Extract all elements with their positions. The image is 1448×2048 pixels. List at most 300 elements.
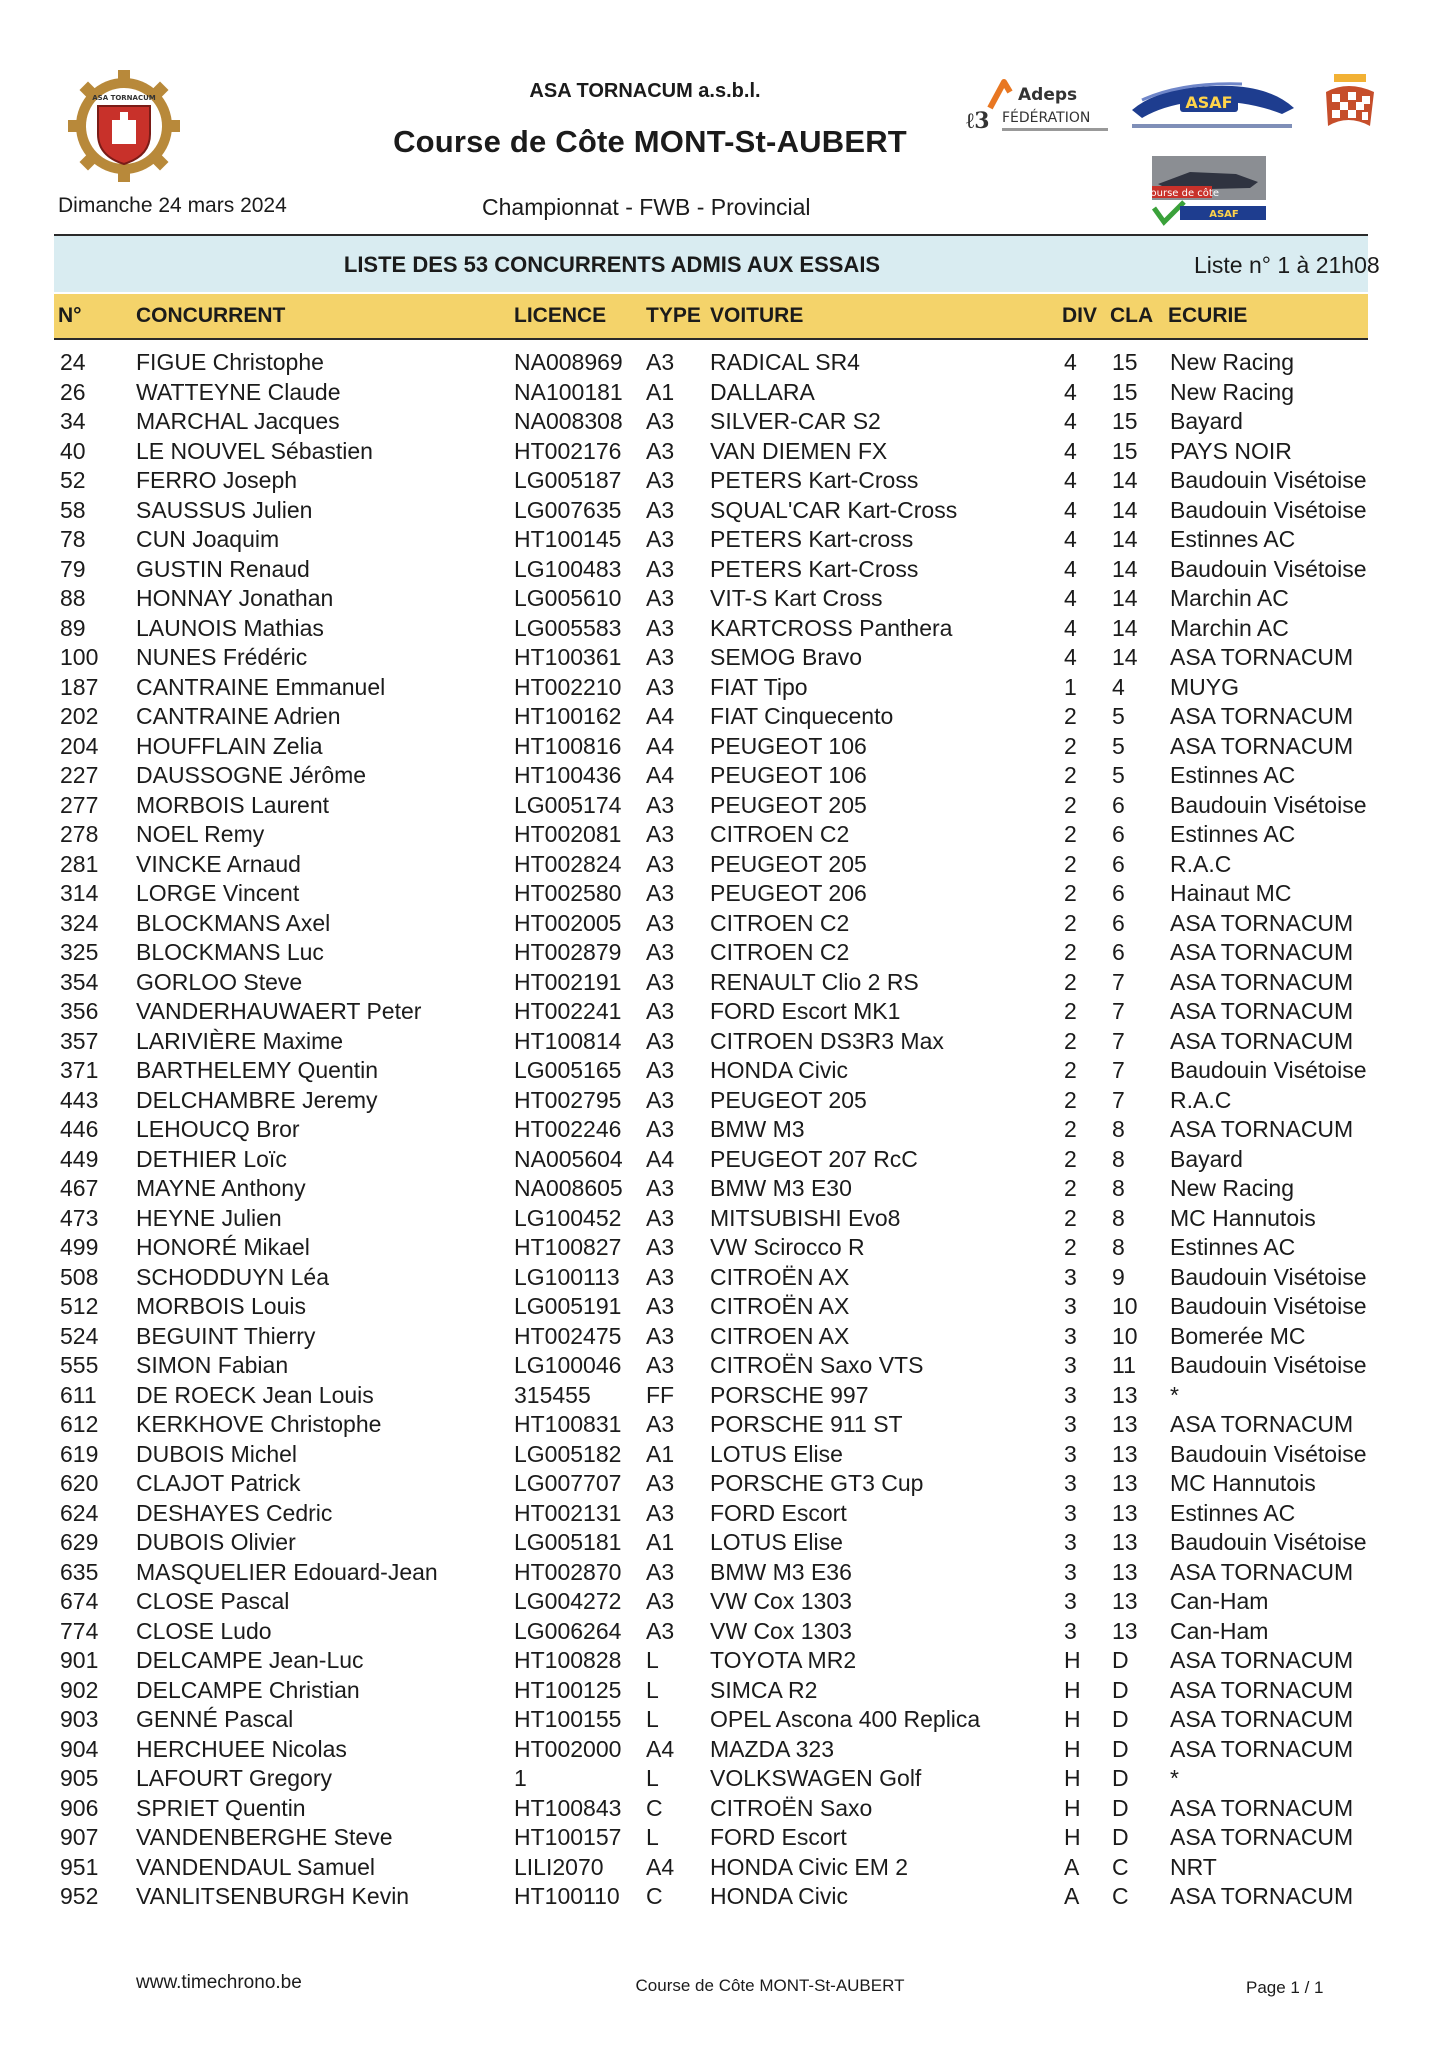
row-class: 14 <box>1112 555 1138 582</box>
row-licence: HT100361 <box>514 644 622 670</box>
table-row <box>0 968 1448 998</box>
row-class: D <box>1112 1676 1129 1703</box>
row-division: 4 <box>1064 408 1077 434</box>
row-competitor: BEGUINT Thierry <box>136 1322 316 1349</box>
row-number: 324 <box>60 909 99 936</box>
row-car: FORD Escort <box>710 1499 847 1526</box>
table-row <box>0 525 1448 555</box>
row-team: New Racing <box>1170 1175 1294 1201</box>
row-team: Hainaut MC <box>1170 880 1292 906</box>
row-licence: HT002000 <box>514 1735 622 1762</box>
row-licence: HT100828 <box>514 1647 622 1673</box>
row-team: Marchin AC <box>1170 614 1289 641</box>
row-division: 4 <box>1064 644 1077 670</box>
row-car: DALLARA <box>710 378 815 405</box>
table-row <box>0 1587 1448 1617</box>
row-division: A <box>1064 1853 1080 1880</box>
row-type: A3 <box>646 1322 675 1349</box>
row-team: Estinnes AC <box>1170 1499 1296 1526</box>
row-car: RENAULT Clio 2 RS <box>710 968 919 995</box>
row-number: 187 <box>60 673 99 700</box>
row-car: CITROEN C2 <box>710 909 850 936</box>
row-type: A1 <box>646 1440 675 1467</box>
row-class: 14 <box>1112 526 1138 552</box>
svg-text:ASA TORNACUM: ASA TORNACUM <box>92 94 156 102</box>
row-number: 40 <box>60 437 86 464</box>
row-number: 357 <box>60 1027 99 1054</box>
row-competitor: HERCHUEE Nicolas <box>136 1735 347 1762</box>
row-number: 88 <box>60 585 86 611</box>
row-type: A3 <box>646 880 675 906</box>
row-competitor: DE ROECK Jean Louis <box>136 1381 374 1408</box>
row-division: 2 <box>1064 939 1077 965</box>
row-number: 277 <box>60 791 99 818</box>
row-team: Estinnes AC <box>1170 1234 1296 1260</box>
svg-text:FÉDÉRATION: FÉDÉRATION <box>1002 110 1091 126</box>
row-division: 2 <box>1064 1175 1077 1201</box>
row-number: 629 <box>60 1529 99 1555</box>
row-team: ASA TORNACUM <box>1170 1027 1354 1054</box>
row-type: A1 <box>646 1529 675 1555</box>
row-division: 2 <box>1064 1086 1077 1113</box>
row-number: 903 <box>60 1706 99 1732</box>
row-class: 14 <box>1112 585 1138 611</box>
row-type: A3 <box>646 1057 675 1083</box>
table-row <box>0 1794 1448 1824</box>
row-number: 443 <box>60 1086 99 1113</box>
championship-label: Championnat - FWB - Provincial <box>482 194 811 220</box>
row-division: 2 <box>1064 998 1077 1024</box>
row-competitor: VANDENBERGHE Steve <box>136 1824 393 1850</box>
row-number: 26 <box>60 378 86 405</box>
table-row <box>0 1233 1448 1263</box>
table-row <box>0 1351 1448 1381</box>
row-car: RADICAL SR4 <box>710 349 860 375</box>
row-team: PAYS NOIR <box>1170 437 1292 464</box>
row-competitor: GENNÉ Pascal <box>136 1706 294 1732</box>
row-type: A3 <box>646 1352 675 1378</box>
row-team: Baudouin Visétoise <box>1170 1440 1367 1467</box>
row-class: 6 <box>1112 939 1125 965</box>
table-row <box>0 909 1448 939</box>
row-number: 620 <box>60 1470 99 1496</box>
row-team: ASA TORNACUM <box>1170 703 1354 729</box>
row-team: New Racing <box>1170 378 1294 405</box>
row-number: 100 <box>60 644 99 670</box>
footer-page: Page 1 / 1 <box>1246 1978 1324 1997</box>
row-class: 13 <box>1112 1617 1138 1644</box>
row-competitor: FIGUE Christophe <box>136 349 324 375</box>
row-car: FORD Escort <box>710 1824 847 1850</box>
row-car: FIAT Tipo <box>710 673 808 700</box>
row-type: A3 <box>646 1617 675 1644</box>
table-row <box>0 1322 1448 1352</box>
row-competitor: DESHAYES Cedric <box>136 1499 333 1526</box>
row-team: Estinnes AC <box>1170 526 1296 552</box>
row-licence: HT002795 <box>514 1086 622 1113</box>
course-de-cote-logo <box>1140 154 1278 228</box>
row-car: PEUGEOT 106 <box>710 732 867 759</box>
row-type: A3 <box>646 614 675 641</box>
table-row <box>0 584 1448 614</box>
row-team: Bayard <box>1170 1145 1243 1172</box>
svg-text:course de côte: course de côte <box>1145 188 1219 199</box>
row-type: A3 <box>646 1263 675 1290</box>
row-team: ASA TORNACUM <box>1170 1676 1354 1703</box>
row-number: 34 <box>60 408 86 434</box>
table-row <box>0 407 1448 437</box>
row-class: 6 <box>1112 850 1125 877</box>
competitor-table <box>0 348 1448 1912</box>
row-division: 2 <box>1064 1116 1077 1142</box>
row-class: 6 <box>1112 909 1125 936</box>
row-division: 2 <box>1064 968 1077 995</box>
table-row <box>0 1853 1448 1883</box>
row-competitor: DELCAMPE Christian <box>136 1676 360 1703</box>
row-class: D <box>1112 1735 1129 1762</box>
row-type: A3 <box>646 850 675 877</box>
list-title: LISTE DES 53 CONCURRENTS ADMIS AUX ESSAIS <box>343 252 881 277</box>
row-licence: LG007707 <box>514 1470 622 1496</box>
row-division: 3 <box>1064 1558 1077 1585</box>
row-licence: NA008308 <box>514 408 623 434</box>
table-row <box>0 614 1448 644</box>
checkered-flag-logo <box>1318 70 1382 142</box>
svg-text:ℓ3: ℓ3 <box>966 108 990 134</box>
row-licence: LG005174 <box>514 791 622 818</box>
table-row <box>0 1823 1448 1853</box>
row-competitor: CLOSE Pascal <box>136 1588 290 1614</box>
row-team: ASA TORNACUM <box>1170 1647 1354 1673</box>
row-car: PETERS Kart-Cross <box>710 555 919 582</box>
row-licence: HT002191 <box>514 968 622 995</box>
row-type: A3 <box>646 496 675 523</box>
row-car: MITSUBISHI Evo8 <box>710 1204 901 1231</box>
row-competitor: VINCKE Arnaud <box>136 850 301 877</box>
row-competitor: CANTRAINE Emmanuel <box>136 673 386 700</box>
table-row <box>0 997 1448 1027</box>
row-number: 227 <box>60 762 99 788</box>
row-car: TOYOTA MR2 <box>710 1647 857 1673</box>
row-competitor: BARTHELEMY Quentin <box>136 1057 379 1083</box>
row-car: PEUGEOT 205 <box>710 850 867 877</box>
row-type: L <box>646 1765 659 1791</box>
row-class: 7 <box>1112 1086 1125 1113</box>
table-row <box>0 820 1448 850</box>
table-row <box>0 1499 1448 1529</box>
row-licence: NA008969 <box>514 349 623 375</box>
row-class: 7 <box>1112 1057 1125 1083</box>
row-class: 13 <box>1112 1440 1138 1467</box>
row-car: VW Cox 1303 <box>710 1617 852 1644</box>
table-row <box>0 1617 1448 1647</box>
row-class: 6 <box>1112 791 1125 818</box>
row-number: 499 <box>60 1234 99 1260</box>
row-licence: NA005604 <box>514 1145 623 1172</box>
row-number: 905 <box>60 1765 99 1791</box>
row-team: MC Hannutois <box>1170 1204 1316 1231</box>
row-number: 951 <box>60 1853 99 1880</box>
row-division: 2 <box>1064 1145 1077 1172</box>
row-type: A3 <box>646 1499 675 1526</box>
row-type: A4 <box>646 762 675 788</box>
row-team: New Racing <box>1170 349 1294 375</box>
row-team: R.A.C <box>1170 1086 1232 1113</box>
row-type: C <box>646 1794 663 1821</box>
row-team: Baudouin Visétoise <box>1170 496 1367 523</box>
row-class: 14 <box>1112 467 1138 493</box>
row-division: 2 <box>1064 880 1077 906</box>
row-team: MUYG <box>1170 673 1239 700</box>
row-competitor: DELCAMPE Jean-Luc <box>136 1647 364 1673</box>
row-competitor: NOEL Remy <box>136 821 265 847</box>
row-number: 635 <box>60 1558 99 1585</box>
column-header-licence: LICENCE <box>514 304 607 327</box>
row-car: PEUGEOT 206 <box>710 880 867 906</box>
row-type: A3 <box>646 998 675 1024</box>
row-competitor: VANLITSENBURGH Kevin <box>136 1883 410 1909</box>
table-row <box>0 555 1448 585</box>
row-team: Can-Ham <box>1170 1588 1269 1614</box>
list-number: Liste n° 1 à 21h08 <box>1194 252 1380 278</box>
row-class: D <box>1112 1765 1129 1791</box>
row-competitor: KERKHOVE Christophe <box>136 1411 382 1437</box>
row-team: Baudouin Visétoise <box>1170 467 1367 493</box>
row-number: 449 <box>60 1145 99 1172</box>
row-licence: HT100162 <box>514 703 622 729</box>
row-number: 902 <box>60 1676 99 1703</box>
row-car: VW Cox 1303 <box>710 1588 852 1614</box>
row-division: 2 <box>1064 762 1077 788</box>
row-car: PEUGEOT 205 <box>710 1086 867 1113</box>
row-division: 3 <box>1064 1499 1077 1526</box>
row-division: 4 <box>1064 349 1077 375</box>
table-row <box>0 1056 1448 1086</box>
row-car: VAN DIEMEN FX <box>710 437 888 464</box>
table-row <box>0 437 1448 467</box>
row-team: * <box>1170 1381 1179 1408</box>
row-competitor: MARCHAL Jacques <box>136 408 340 434</box>
row-division: 4 <box>1064 614 1077 641</box>
row-licence: HT100814 <box>514 1027 622 1054</box>
row-number: 907 <box>60 1824 99 1850</box>
row-division: 4 <box>1064 467 1077 493</box>
row-car: PEUGEOT 106 <box>710 762 867 788</box>
row-class: 14 <box>1112 496 1138 523</box>
row-car: CITROEN DS3R3 Max <box>710 1027 944 1054</box>
table-row <box>0 1115 1448 1145</box>
row-division: H <box>1064 1824 1081 1850</box>
column-header-cla: CLA <box>1110 304 1154 327</box>
row-number: 446 <box>60 1116 99 1142</box>
row-number: 78 <box>60 526 86 552</box>
row-division: H <box>1064 1647 1081 1673</box>
row-division: 3 <box>1064 1440 1077 1467</box>
row-team: ASA TORNACUM <box>1170 644 1354 670</box>
row-competitor: HONNAY Jonathan <box>136 585 334 611</box>
row-licence: HT002241 <box>514 998 622 1024</box>
row-team: R.A.C <box>1170 850 1232 877</box>
table-row <box>0 1882 1448 1912</box>
row-licence: LG005182 <box>514 1440 622 1467</box>
svg-text:ASAF: ASAF <box>1185 93 1233 112</box>
table-row <box>0 1027 1448 1057</box>
row-class: 13 <box>1112 1381 1138 1408</box>
row-competitor: SIMON Fabian <box>136 1352 289 1378</box>
row-number: 611 <box>60 1381 97 1408</box>
row-licence: HT100827 <box>514 1234 622 1260</box>
row-class: 13 <box>1112 1529 1138 1555</box>
row-division: 2 <box>1064 850 1077 877</box>
row-car: CITROEN C2 <box>710 821 850 847</box>
row-division: 3 <box>1064 1617 1077 1644</box>
row-competitor: LEHOUCQ Bror <box>136 1116 300 1142</box>
row-class: 15 <box>1112 437 1138 464</box>
table-row <box>0 1292 1448 1322</box>
row-competitor: DAUSSOGNE Jérôme <box>136 762 367 788</box>
row-licence: HT002475 <box>514 1322 622 1349</box>
row-licence: 1 <box>514 1765 527 1791</box>
row-type: A3 <box>646 644 675 670</box>
row-number: 58 <box>60 496 86 523</box>
row-competitor: MORBOIS Laurent <box>136 791 330 818</box>
row-competitor: GORLOO Steve <box>136 968 303 995</box>
row-type: L <box>646 1706 659 1732</box>
row-licence: 315455 <box>514 1381 591 1408</box>
row-division: H <box>1064 1765 1081 1791</box>
row-competitor: DETHIER Loïc <box>136 1145 287 1172</box>
row-class: 15 <box>1112 378 1138 405</box>
row-licence: HT100816 <box>514 732 622 759</box>
table-row <box>0 1469 1448 1499</box>
row-number: 281 <box>60 850 99 877</box>
row-class: D <box>1112 1794 1129 1821</box>
table-row <box>0 879 1448 909</box>
row-competitor: CUN Joaquim <box>136 526 280 552</box>
row-team: Baudouin Visétoise <box>1170 1293 1367 1319</box>
row-competitor: LAFOURT Gregory <box>136 1765 332 1791</box>
row-division: 3 <box>1064 1470 1077 1496</box>
row-number: 774 <box>60 1617 99 1644</box>
event-title: Course de Côte MONT-St-AUBERT <box>393 124 907 159</box>
row-class: 5 <box>1112 703 1125 729</box>
row-licence: LG004272 <box>514 1588 622 1614</box>
table-row <box>0 1558 1448 1588</box>
row-licence: LG100113 <box>514 1263 620 1290</box>
row-division: 2 <box>1064 1234 1077 1260</box>
row-number: 508 <box>60 1263 99 1290</box>
row-type: A3 <box>646 1588 675 1614</box>
row-team: ASA TORNACUM <box>1170 1116 1354 1142</box>
row-licence: NA008605 <box>514 1175 623 1201</box>
row-car: SQUAL'CAR Kart-Cross <box>710 496 958 523</box>
row-competitor: VANDERHAUWAERT Peter <box>136 998 422 1024</box>
row-competitor: SCHODDUYN Léa <box>136 1263 329 1290</box>
row-division: 4 <box>1064 526 1077 552</box>
row-car: PETERS Kart-cross <box>710 526 914 552</box>
row-car: CITROEN AX <box>710 1322 850 1349</box>
row-team: Baudouin Visétoise <box>1170 555 1367 582</box>
row-competitor: HOUFFLAIN Zelia <box>136 732 323 759</box>
row-team: ASA TORNACUM <box>1170 909 1354 936</box>
row-competitor: DELCHAMBRE Jeremy <box>136 1086 378 1113</box>
row-type: A3 <box>646 555 675 582</box>
row-type: A4 <box>646 1145 675 1172</box>
row-competitor: VANDENDAUL Samuel <box>136 1853 376 1880</box>
table-row <box>0 1145 1448 1175</box>
row-licence: LG005191 <box>514 1293 622 1319</box>
row-team: ASA TORNACUM <box>1170 939 1354 965</box>
row-licence: HT002176 <box>514 437 622 464</box>
row-number: 901 <box>60 1647 99 1673</box>
row-division: 4 <box>1064 378 1077 405</box>
row-competitor: LE NOUVEL Sébastien <box>136 437 373 464</box>
row-division: 2 <box>1064 1204 1077 1231</box>
column-header-name: CONCURRENT <box>136 304 286 327</box>
row-class: 6 <box>1112 821 1125 847</box>
table-row <box>0 850 1448 880</box>
row-licence: HT002879 <box>514 939 622 965</box>
row-team: Estinnes AC <box>1170 762 1296 788</box>
table-row <box>0 378 1448 408</box>
row-type: A3 <box>646 1027 675 1054</box>
table-row <box>0 1735 1448 1765</box>
row-licence: LG005610 <box>514 585 622 611</box>
row-licence: HT002210 <box>514 673 622 700</box>
row-type: A3 <box>646 939 675 965</box>
table-row <box>0 1086 1448 1116</box>
row-type: L <box>646 1647 659 1673</box>
row-car: FIAT Cinquecento <box>710 703 894 729</box>
row-car: PORSCHE 997 <box>710 1381 869 1408</box>
row-team: ASA TORNACUM <box>1170 998 1354 1024</box>
row-division: 2 <box>1064 821 1077 847</box>
row-car: LOTUS Elise <box>710 1529 843 1555</box>
column-header-team: ECURIE <box>1168 304 1248 327</box>
row-competitor: BLOCKMANS Axel <box>136 909 331 936</box>
table-row <box>0 348 1448 378</box>
row-number: 555 <box>60 1352 99 1378</box>
row-car: SILVER-CAR S2 <box>710 408 881 434</box>
footer-website: www.timechrono.be <box>136 1972 302 1993</box>
row-number: 278 <box>60 821 99 847</box>
row-type: A3 <box>646 673 675 700</box>
row-car: OPEL Ascona 400 Replica <box>710 1706 981 1732</box>
row-type: A3 <box>646 1204 675 1231</box>
row-team: NRT <box>1170 1853 1217 1880</box>
row-licence: LG005165 <box>514 1057 622 1083</box>
row-car: BMW M3 E36 <box>710 1558 852 1585</box>
table-row <box>0 732 1448 762</box>
row-car: PORSCHE 911 ST <box>710 1411 903 1437</box>
row-division: H <box>1064 1676 1081 1703</box>
table-row <box>0 1410 1448 1440</box>
row-team: * <box>1170 1765 1179 1791</box>
row-car: CITROËN AX <box>710 1263 850 1290</box>
row-competitor: WATTEYNE Claude <box>136 378 341 405</box>
row-class: C <box>1112 1853 1129 1880</box>
row-competitor: SAUSSUS Julien <box>136 496 313 523</box>
table-row <box>0 496 1448 526</box>
row-type: A3 <box>646 821 675 847</box>
row-class: 7 <box>1112 968 1125 995</box>
row-number: 674 <box>60 1588 99 1614</box>
row-car: FORD Escort MK1 <box>710 998 901 1024</box>
row-type: A3 <box>646 1234 675 1260</box>
svg-text:Adeps: Adeps <box>1018 85 1078 105</box>
row-car: VW Scirocco R <box>710 1234 865 1260</box>
row-number: 354 <box>60 968 99 995</box>
